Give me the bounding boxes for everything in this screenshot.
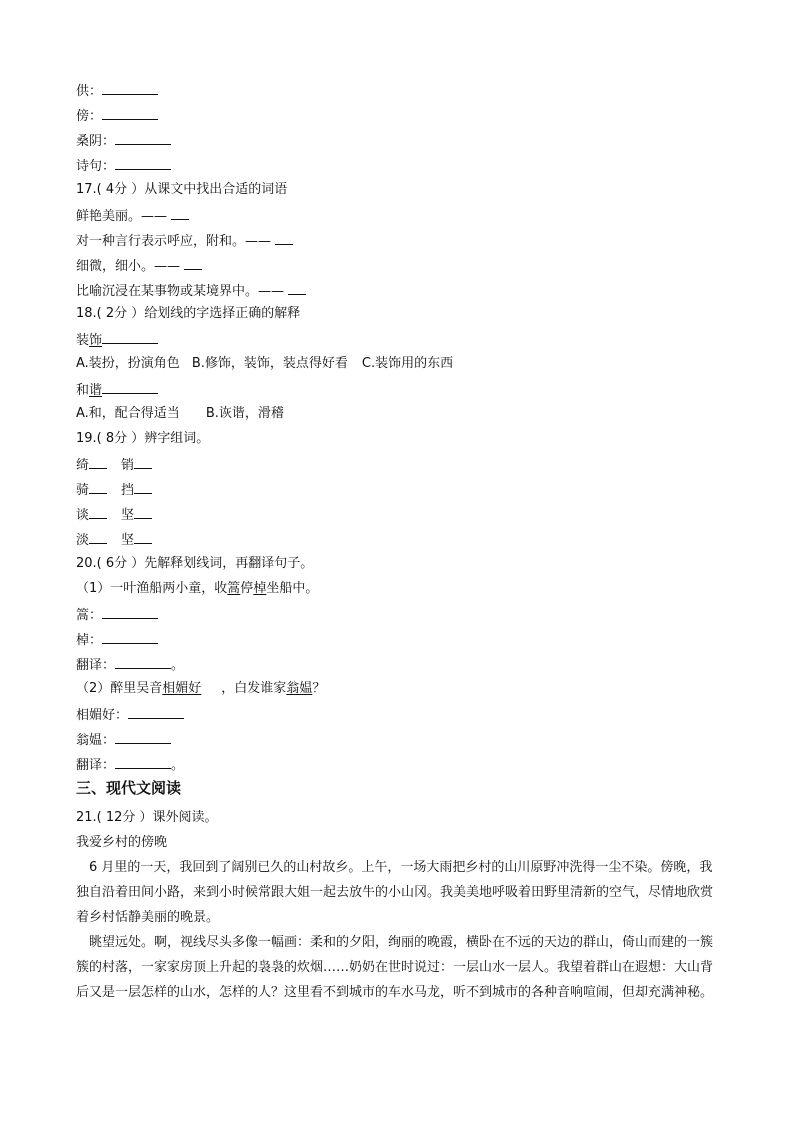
field-label: 翁媪：: [76, 733, 116, 748]
underlined-char: 饰: [89, 333, 103, 348]
answer-blank[interactable]: [89, 506, 107, 519]
field-label: 傍：: [76, 109, 103, 124]
option: B.修饰，装饰，装点得好看: [191, 356, 348, 371]
q17-item-text: 比喻沉浸在某事物或某境界中。——: [76, 284, 285, 299]
answer-blank[interactable]: [275, 232, 293, 245]
answer-blank[interactable]: [134, 481, 152, 494]
answer-blank[interactable]: [102, 381, 158, 394]
article-paragraph: 6 月里的一天，我回到了阔别已久的山村故乡。上午，一场大雨把乡村的山川原野冲洗得一尘不染。傍晚，我独自沿着田间小路，来到小时候常跟大姐一起去放牛的小山冈。我美美地呼吸着田野里清新的空气，尽情地欣赏着乡村恬静美丽的晚景。: [76, 860, 714, 925]
answer-blank[interactable]: [115, 132, 171, 145]
answer-blank[interactable]: [134, 531, 152, 544]
field-line: [76, 82, 158, 100]
q17-item: [76, 207, 189, 225]
answer-blank[interactable]: [115, 656, 171, 669]
answer-blank[interactable]: [102, 631, 158, 644]
option: B.诙谐，滑稽: [205, 406, 284, 421]
field-line: [76, 157, 171, 175]
answer-blank[interactable]: [115, 731, 171, 744]
q19-row: [76, 481, 152, 499]
field-label: 诗句：: [76, 159, 116, 174]
answer-blank[interactable]: [89, 456, 107, 469]
q17-item-text: 细微，细小。——: [76, 259, 181, 274]
text: 停: [240, 581, 254, 596]
q19-row: [76, 506, 152, 524]
underlined-word: 相媚好: [162, 681, 202, 696]
field-label: 翻译：: [76, 758, 116, 773]
answer-blank[interactable]: [89, 531, 107, 544]
field-line: [76, 731, 171, 749]
underlined-word: 棹: [253, 581, 267, 596]
field-label: 篙：: [76, 608, 103, 623]
field-label: 棹：: [76, 633, 103, 648]
question-19-title: 19.( 8分 ）辨字组词。: [76, 431, 210, 446]
q19-row: [76, 456, 152, 474]
answer-blank[interactable]: [171, 207, 189, 220]
field-label: 桑阴：: [76, 134, 116, 149]
char: 坚: [121, 533, 135, 548]
char: 谈: [76, 508, 90, 523]
char: 骑: [76, 483, 90, 498]
option: A.和，配合得适当: [76, 406, 180, 421]
q17-item: [76, 232, 293, 250]
answer-blank[interactable]: [102, 82, 158, 95]
q18-word-1: [76, 331, 158, 349]
article-paragraph: 眺望远处。啊，视线尽头多像一幅画：柔和的夕阳，绚丽的晚霞，横卧在不远的天边的群山，倚山而建的一簇簇的村落，一家家房顶上升起的袅袅的炊烟……奶奶在世时说过：一层山水一层人。我望着群山在遐想：大山背后又是一层怎样的山水，怎样的人？这里看不到城市的车水马龙，听不到城市的各种音响喧闹，但却充满神秘。: [76, 935, 714, 1000]
text: ，白发谁家: [221, 681, 287, 696]
answer-blank[interactable]: [134, 506, 152, 519]
field-line: [76, 756, 184, 774]
q20-sentence-1: [76, 581, 318, 597]
option: A.装扮，扮演角色: [76, 356, 180, 371]
question-17-title: 17.( 4分 ）从课文中找出合适的词语: [76, 182, 288, 197]
answer-blank[interactable]: [288, 282, 306, 295]
article-title: 我爱乡村的傍晚: [76, 835, 168, 850]
answer-blank[interactable]: [115, 157, 171, 170]
period: 。: [171, 758, 185, 773]
char: 绮: [76, 458, 90, 473]
section-heading: 三、现代文阅读: [76, 779, 182, 797]
char: 挡: [121, 483, 135, 498]
field-line: [76, 656, 184, 674]
text: ？: [312, 681, 326, 696]
text: （2）醉里吴音: [76, 681, 163, 696]
answer-blank[interactable]: [89, 481, 107, 494]
field-line: [76, 706, 184, 724]
answer-blank[interactable]: [102, 107, 158, 120]
answer-blank[interactable]: [184, 257, 202, 270]
answer-blank[interactable]: [128, 706, 184, 719]
q19-row: [76, 531, 152, 549]
q17-item: [76, 257, 202, 275]
char: 淡: [76, 533, 90, 548]
answer-blank[interactable]: [134, 456, 152, 469]
field-label: 翻译：: [76, 658, 116, 673]
field-label: 相媚好：: [76, 708, 129, 723]
q17-item-text: 鲜艳美丽。——: [76, 209, 168, 224]
answer-blank[interactable]: [102, 331, 158, 344]
answer-blank[interactable]: [102, 606, 158, 619]
underlined-char: 谐: [89, 383, 103, 398]
field-line: [76, 606, 158, 624]
text: 坐船中。: [266, 581, 319, 596]
q18-options-1: [76, 356, 453, 372]
question-21-title: 21.( 12分 ）课外阅读。: [76, 810, 218, 825]
period: 。: [171, 658, 185, 673]
underlined-word: 翁媪: [286, 681, 313, 696]
q17-item-text: 对一种言行表示呼应，附和。——: [76, 234, 272, 249]
answer-blank[interactable]: [115, 756, 171, 769]
field-label: 供：: [76, 84, 103, 99]
char: 坚: [121, 508, 135, 523]
question-18-title: 18.( 2分 ）给划线的字选择正确的解释: [76, 306, 301, 321]
q18-word-2: [76, 381, 158, 399]
field-line: [76, 631, 158, 649]
underlined-word: 篙: [227, 581, 241, 596]
q17-item: [76, 282, 306, 300]
word-part: 装: [76, 333, 90, 348]
option: C.装饰用的东西: [361, 356, 454, 371]
word-part: 和: [76, 383, 90, 398]
char: 销: [121, 458, 135, 473]
q18-options-2: [76, 406, 284, 422]
field-line: [76, 107, 158, 125]
text: （1）一叶渔船两小童，收: [76, 581, 228, 596]
field-line: [76, 132, 171, 150]
q20-sentence-2: [76, 681, 325, 697]
question-20-title: 20.( 6分 ）先解释划线词，再翻译句子。: [76, 556, 314, 571]
